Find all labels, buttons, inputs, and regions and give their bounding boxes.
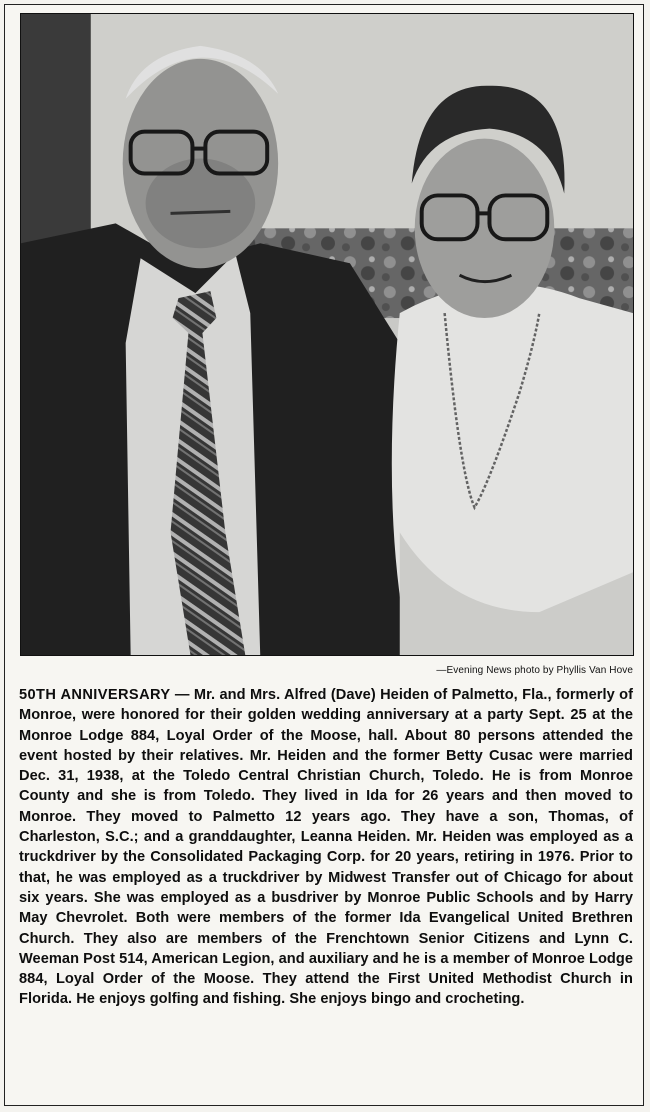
caption-body: — Mr. and Mrs. Alfred (Dave) Heiden of Palmetto, Fla., formerly of Monroe, were honored for their golden wedding anniversary at a party Sept. 25 at the Monroe Lodge 884, Loyal Order of the Moose, hall. About 80 persons attended the event hosted by their relatives. Mr. Heiden and the former Betty Cusac were married Dec. 31, 1938, at the Toledo Central Christian Church, Toledo. He is from Monroe County and she is from Toledo. They lived in Ida for 26 years and then moved to Monroe. They moved to Palmetto 12 years ago. They have a son, Thomas, of Charleston, S.C.; and a granddaughter, Leanna Heiden. Mr. Heiden was employed as a truckdriver by the Consolidated Packaging Corp. for 20 years, retiring in 1976. Prior to that, he was employed as a truckdriver by Midwest Transfer out of Chicago for about six years. She was employed as a busdriver by Monroe Public Schools and by Harry May Chevrolet. Both were members of the former Ida Evangelical United Brethren Church. They also are members of the Frenchtown Senior Citizens and Lynn C. Weeman Post 514, American Legion, and auxiliary and he is a member of Monroe Lodge 884, Loyal Order of the Moose. They attend the First United Methodist Church in Florida. He enjoys golfing and fishing. She enjoys bingo and crocheting. <box>19 687 633 1008</box>
photo-credit: —Evening News photo by Phyllis Van Hove <box>436 665 633 676</box>
article-caption <box>19 685 633 1010</box>
couple-photo-drawing <box>21 14 633 655</box>
caption-headline: 50TH ANNIVERSARY <box>19 687 171 703</box>
newspaper-clipping <box>4 4 644 1106</box>
couple-photo <box>20 13 634 656</box>
